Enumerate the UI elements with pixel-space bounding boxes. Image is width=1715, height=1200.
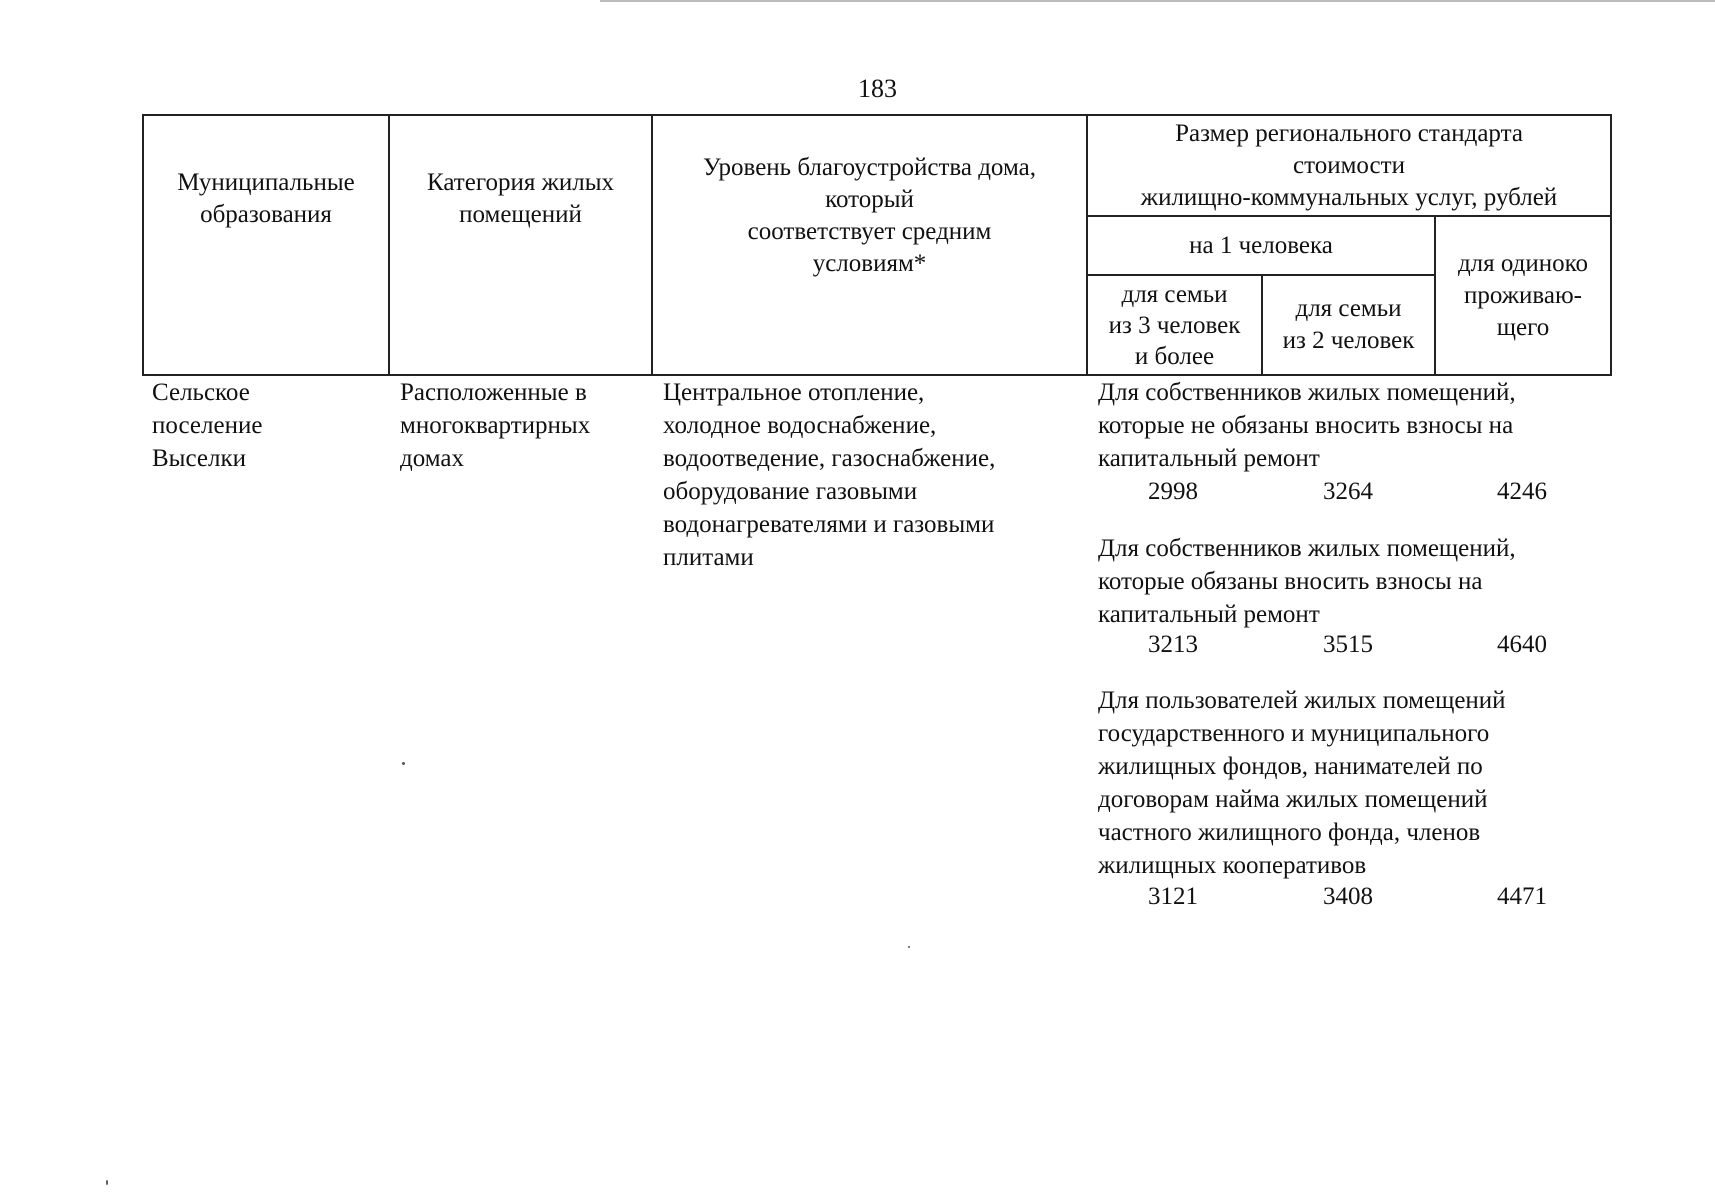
group-label: Для собственников жилых помещений, которые не обязаны вносить взносы на капитальный ремонт bbox=[1098, 379, 1516, 472]
scan-speck bbox=[106, 1180, 108, 1185]
scan-speck bbox=[908, 946, 910, 948]
row-level: Центральное отопление, холодное водоснабжение, водоотведение, газоснабжение, оборудование газовыми водонагревателями и газовыми плитами bbox=[663, 379, 996, 571]
header-category: Категория жилых помещений bbox=[427, 169, 614, 228]
group-label: Для собственников жилых помещений, которые обязаны вносить взносы на капитальный ремонт bbox=[1098, 535, 1516, 628]
row-municipality: Сельское поселение Выселки bbox=[152, 379, 263, 472]
value-family2: 3408 bbox=[1323, 883, 1373, 910]
value-single: 4640 bbox=[1497, 631, 1547, 658]
value-family3: 2998 bbox=[1148, 478, 1198, 505]
value-family2: 3515 bbox=[1323, 631, 1373, 658]
value-family2: 3264 bbox=[1323, 478, 1373, 505]
header-family3: для семьи из 3 человек и более bbox=[1108, 280, 1241, 370]
header-family2: для семьи из 2 человек bbox=[1282, 295, 1415, 354]
header-standard-size: Размер регионального стандарта стоимости жилищно-коммунальных услуг, рублей bbox=[1140, 119, 1558, 211]
page-number: 183 bbox=[858, 74, 897, 103]
value-single: 4471 bbox=[1497, 883, 1547, 910]
value-family3: 3213 bbox=[1148, 631, 1198, 658]
group-label: Для пользователей жилых помещений государственного и муниципального жилищных фондов, нанимателей по договорам найма жилых помещений частного жилищного фонда, членов жилищных кооперативов bbox=[1098, 687, 1506, 879]
scan-edge bbox=[600, 0, 1715, 2]
value-family3: 3121 bbox=[1148, 883, 1198, 910]
header-single: для одиноко проживаю- щего bbox=[1457, 249, 1589, 341]
row-category: Расположенные в многоквартирных домах bbox=[400, 379, 591, 472]
header-municipalities: Муниципальные образования bbox=[177, 169, 355, 228]
header-level: Уровень благоустройства дома, который соответствует средним условиям* bbox=[703, 154, 1036, 277]
header-per-person: на 1 человека bbox=[1189, 231, 1333, 259]
value-single: 4246 bbox=[1497, 478, 1547, 505]
scan-speck bbox=[402, 762, 405, 765]
